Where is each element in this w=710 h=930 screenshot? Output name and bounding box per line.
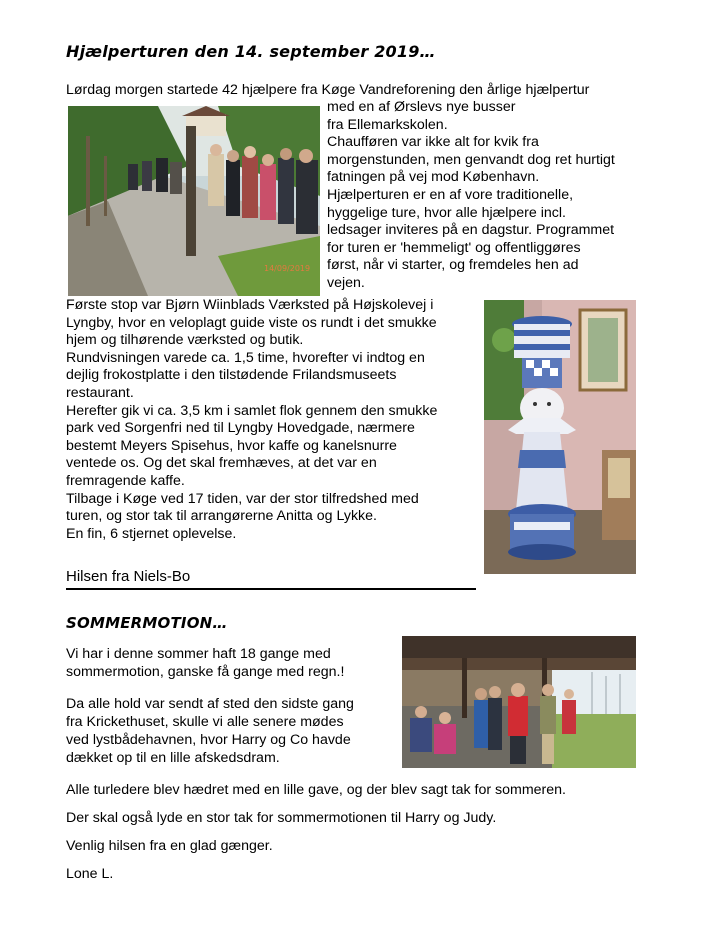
- wrap-line: Hjælperturen er en af vore traditionelle,: [327, 186, 574, 203]
- body-line: turen, og stor tak til arrangørerne Anitta og Lykke.: [66, 508, 377, 525]
- para-6: Lone L.: [66, 866, 114, 882]
- wrap-line: vejen.: [327, 274, 365, 291]
- divider: [66, 588, 476, 590]
- photo-date-stamp: 14/09/2019: [264, 264, 311, 273]
- wrap-line: fra Ellemarkskolen.: [327, 116, 448, 133]
- wrap-text: [327, 99, 615, 293]
- body-line: fremragende kaffe.: [66, 472, 185, 489]
- section2-title: SOMMERMOTION…: [66, 614, 228, 632]
- body-text: [66, 297, 437, 543]
- signature: Hilsen fra Niels-Bo: [66, 568, 191, 585]
- body-line: dejlig frokostplatte i den tilstødende Frilandsmuseets: [66, 367, 397, 384]
- wrap-line: først, når vi starter, og fremdeles hen ad: [327, 257, 579, 274]
- para-5: Venlig hilsen fra en glad gænger.: [66, 838, 273, 854]
- body-line: park ved Sorgenfri ned til Lyngby Hovedgade, nærmere: [66, 420, 415, 437]
- wrap-line: for turen er 'hemmeligt' og offentliggøres: [327, 239, 581, 256]
- harbor-gathering-photo: [402, 636, 636, 768]
- wrap-line: ledsager inviteres på en dagstur. Programmet: [327, 222, 615, 239]
- wrap-line: morgenstunden, men genvandt dog ret hurtigt: [327, 151, 615, 168]
- para-line: sommermotion, ganske få gange med regn.!: [66, 664, 345, 680]
- body-line: Lyngby, hvor en veloplagt guide viste os rundt i det smukke: [66, 314, 437, 331]
- body-line: ventede os. Og det skal fremhæves, at det var en: [66, 455, 377, 472]
- para-3: Alle turledere blev hædret med en lille gave, og der blev sagt tak for sommeren.: [66, 782, 566, 798]
- body-line: bestemt Meyers Spisehus, hvor kaffe og kanelsnurre: [66, 437, 397, 454]
- body-line: Tilbage i Køge ved 17 tiden, var der stor tilfredshed med: [66, 490, 419, 507]
- para-line: fra Krickethuset, skulle vi alle senere mødes: [66, 714, 344, 730]
- wrap-line: med en af Ørslevs nye busser: [327, 99, 516, 115]
- body-line: En fin, 6 stjernet oplevelse.: [66, 525, 237, 542]
- para-4: Der skal også lyde en stor tak for sommermotionen til Harry og Judy.: [66, 810, 497, 826]
- wrap-line: fatningen på vej mod København.: [327, 169, 540, 186]
- section1-title: Hjælperturen den 14. september 2019…: [66, 42, 436, 61]
- para-line: Vi har i denne sommer haft 18 gange med: [66, 646, 331, 662]
- body-line: hjem og tilhørende værksted og butik.: [66, 332, 304, 349]
- para-line: Da alle hold var sendt af sted den sidste gang: [66, 696, 354, 712]
- body-line: Herefter gik vi ca. 3,5 km i samlet flok gennem den smukke: [66, 402, 438, 419]
- wrap-line: Chaufføren var ikke alt for kvik fra: [327, 134, 539, 151]
- para-line: dækket op til en lille afskedsdram.: [66, 750, 280, 766]
- wrap-line: hyggelige ture, hvor alle hjælpere incl.: [327, 204, 566, 221]
- body-line: Rundvisningen varede ca. 1,5 time, hvorefter vi indtog en: [66, 349, 425, 366]
- intro-line: Lørdag morgen startede 42 hjælpere fra Køge Vandreforening den årlige hjælpertur: [66, 82, 590, 98]
- group-walk-photo: [68, 106, 320, 296]
- ceramic-sculpture-photo: [484, 300, 636, 574]
- para-line: ved lystbådehavnen, hvor Harry og Co havde: [66, 732, 351, 748]
- body-line: Første stop var Bjørn Wiinblads Værksted på Højskolevej i: [66, 297, 434, 313]
- body-line: restaurant.: [66, 384, 134, 401]
